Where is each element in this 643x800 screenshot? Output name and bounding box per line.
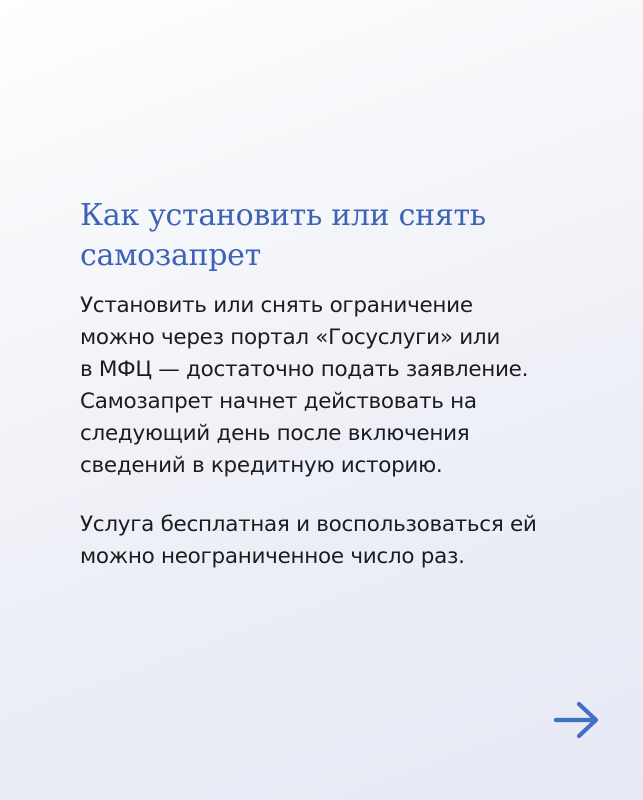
arrow-right-icon[interactable] <box>552 700 602 740</box>
body-paragraph-2 <box>80 509 620 573</box>
body-paragraph-1 <box>80 290 620 482</box>
paragraph-1-line-3: в МФЦ — достаточно подать заявление. <box>80 357 529 382</box>
slide-title-line-2: самозапрет <box>80 238 261 273</box>
slide-title <box>80 196 620 276</box>
paragraph-1-line-5: следующий день после включения <box>80 421 470 446</box>
arrow-right-icon-shape <box>556 704 596 736</box>
slide-title-line-1: Как установить или снять <box>80 198 486 233</box>
paragraph-1-line-2: можно через портал «Госуслуги» или <box>80 325 500 350</box>
paragraph-2-line-2: можно неограниченное число раз. <box>80 544 465 569</box>
paragraph-1-line-1: Установить или снять ограничение <box>80 293 473 318</box>
paragraph-1-line-6: сведений в кредитную историю. <box>80 453 443 478</box>
paragraph-1-line-4: Самозапрет начнет действовать на <box>80 389 477 414</box>
paragraph-2-line-1: Услуга бесплатная и воспользоваться ей <box>80 512 537 537</box>
